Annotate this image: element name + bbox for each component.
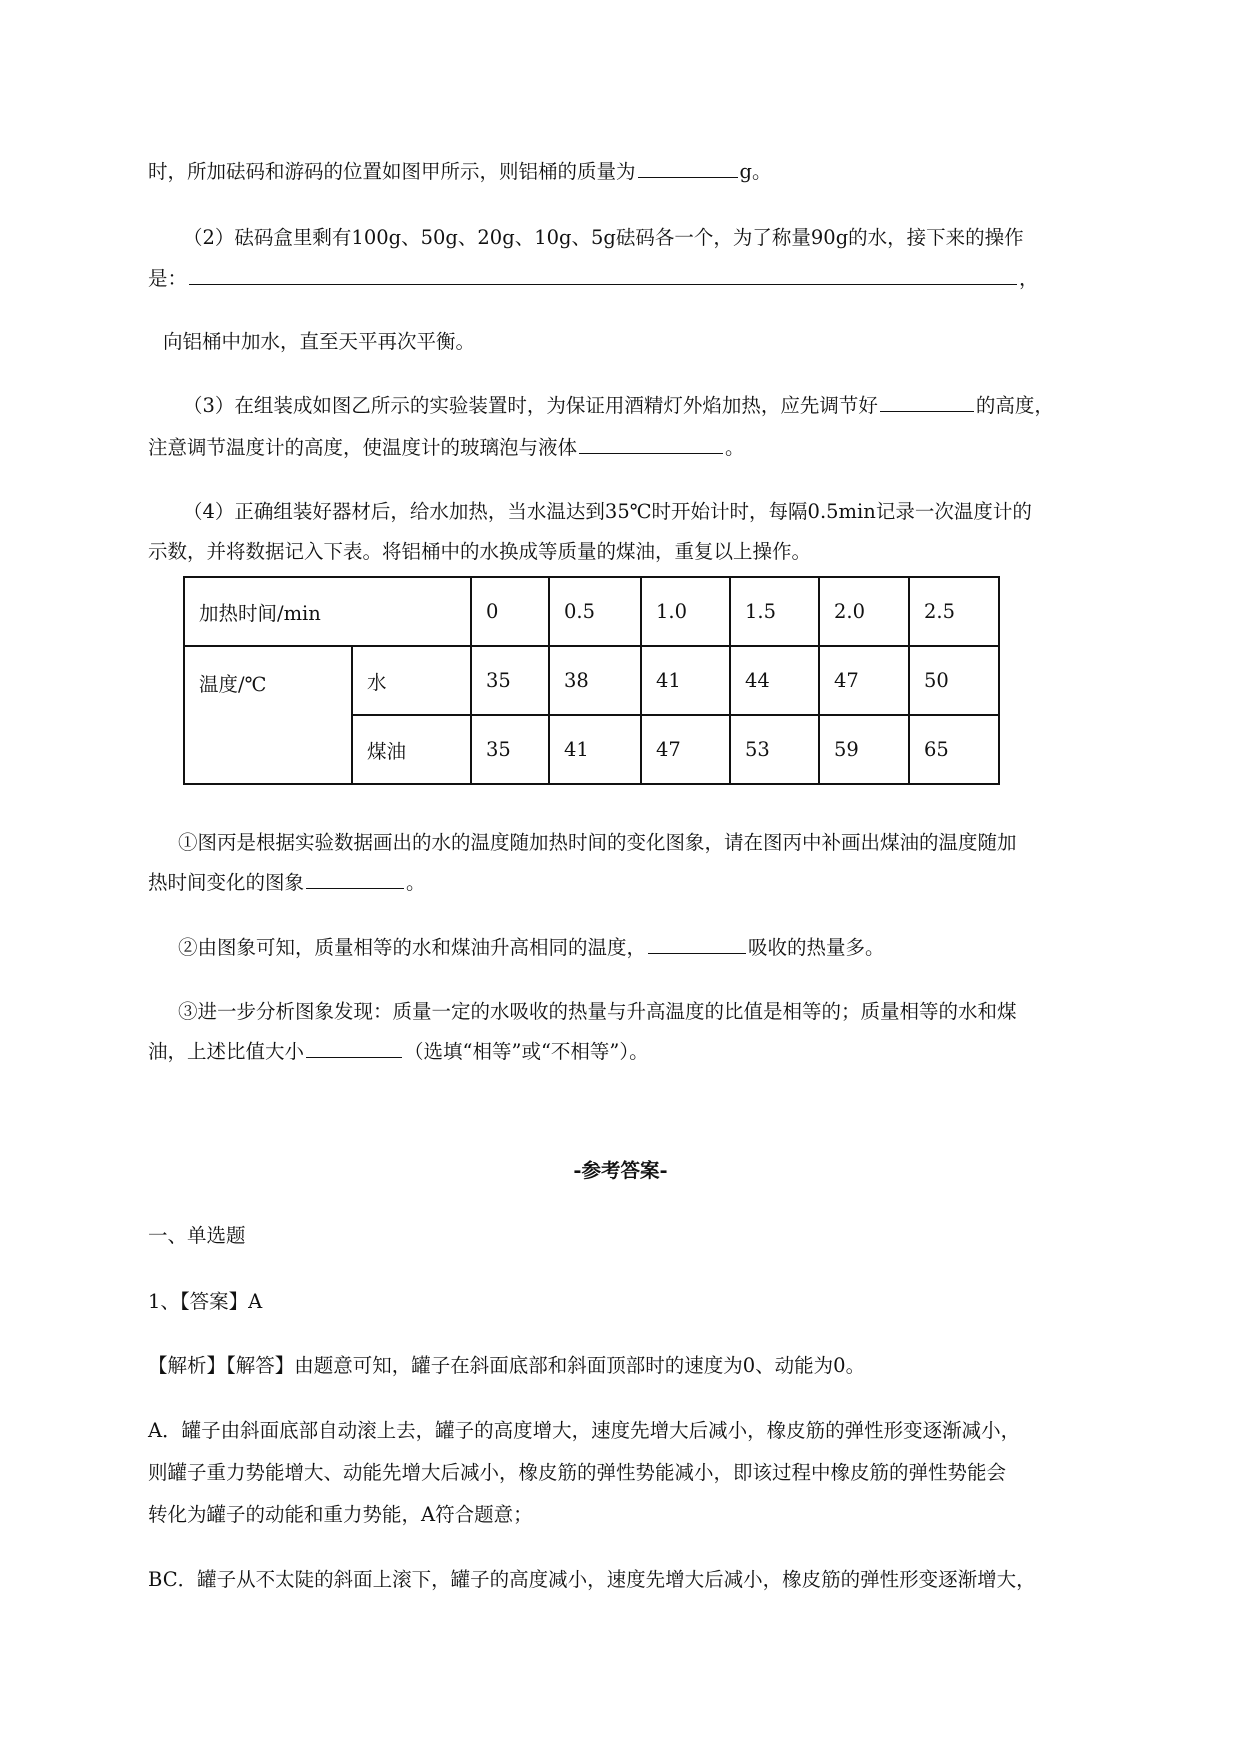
text: （4）正确组装好器材后，给水加热，当水温达到35℃时开始计时，每隔0.5min记录一次温度计的 bbox=[183, 500, 1032, 523]
table-cell: 1.5 bbox=[730, 577, 819, 646]
table-cell: 47 bbox=[819, 646, 909, 715]
question-line-11 bbox=[178, 934, 885, 962]
question-line-7 bbox=[183, 498, 1032, 526]
text: （3）在组装成如图乙所示的实验装置时，为保证用酒精灯外焰加热，应先调节好 bbox=[183, 394, 878, 417]
text: g。 bbox=[739, 160, 772, 183]
answer-blank[interactable] bbox=[638, 159, 738, 178]
text: （2）砝码盒里剩有100g、50g、20g、10g、5g砝码各一个，为了称量90g的水，接下来的操作 bbox=[183, 226, 1024, 249]
table-cell: 38 bbox=[549, 646, 641, 715]
table-row bbox=[184, 577, 999, 646]
table-cell: 53 bbox=[730, 715, 819, 784]
table-cell: 35 bbox=[471, 715, 549, 784]
section-heading: 一、单选题 bbox=[148, 1224, 246, 1247]
table-cell: 35 bbox=[471, 646, 549, 715]
table-cell: 1.0 bbox=[641, 577, 730, 646]
question-line-4 bbox=[163, 328, 475, 356]
data-table bbox=[183, 576, 1000, 785]
text: 。 bbox=[725, 436, 745, 459]
question-line-9 bbox=[178, 829, 1017, 857]
answer-blank[interactable] bbox=[880, 393, 974, 412]
table-cell: 41 bbox=[549, 715, 641, 784]
text: 示数，并将数据记入下表。将铝桶中的水换成等质量的煤油，重复以上操作。 bbox=[148, 540, 812, 563]
text: 。 bbox=[406, 871, 426, 894]
question-line-6 bbox=[148, 434, 745, 462]
question-line-13 bbox=[148, 1038, 649, 1066]
table-header-cell: 温度/℃ bbox=[184, 646, 352, 784]
question-line-3 bbox=[148, 265, 1039, 293]
analysis-bc-line-1: BC．罐子从不太陡的斜面上滚下，罐子的高度减小，速度先增大后减小，橡皮筋的弹性形变逐渐增大， bbox=[148, 1568, 1036, 1591]
question-line-12 bbox=[178, 998, 1017, 1026]
text: ， bbox=[1019, 267, 1039, 290]
text: 注意调节温度计的高度，使温度计的玻璃泡与液体 bbox=[148, 436, 578, 459]
text: 向铝桶中加水，直至天平再次平衡。 bbox=[163, 330, 476, 353]
table-header-cell: 水 bbox=[352, 646, 471, 715]
text: 吸收的热量多。 bbox=[748, 936, 885, 959]
table-header-cell: 加热时间/min bbox=[184, 577, 471, 646]
table-cell: 0 bbox=[471, 577, 549, 646]
question-line-10 bbox=[148, 869, 426, 897]
answers-title: -参考答案- bbox=[573, 1159, 668, 1182]
analysis-a-line-2: 则罐子重力势能增大、动能先增大后减小，橡皮筋的弹性势能减小，即该过程中橡皮筋的弹性势能会 bbox=[148, 1461, 1007, 1484]
table-cell: 44 bbox=[730, 646, 819, 715]
question-line-2 bbox=[183, 224, 1024, 252]
table-cell: 41 bbox=[641, 646, 730, 715]
table-cell: 2.5 bbox=[909, 577, 999, 646]
analysis-line: 【解析】【解答】由题意可知，罐子在斜面底部和斜面顶部时的速度为0、动能为0。 bbox=[148, 1354, 866, 1377]
table-cell: 50 bbox=[909, 646, 999, 715]
question-line-8 bbox=[148, 538, 811, 566]
table-cell: 47 bbox=[641, 715, 730, 784]
text: 的高度， bbox=[975, 394, 1054, 417]
text: 是： bbox=[148, 267, 188, 290]
answer-blank[interactable] bbox=[306, 1039, 402, 1058]
answer-blank[interactable] bbox=[648, 935, 746, 954]
answer-q1: 1、【答案】A bbox=[148, 1290, 263, 1313]
table-cell: 65 bbox=[909, 715, 999, 784]
analysis-a-line-1: A．罐子由斜面底部自动滚上去，罐子的高度增大，速度先增大后减小，橡皮筋的弹性形变逐渐减小， bbox=[148, 1419, 1021, 1442]
table-cell: 59 bbox=[819, 715, 909, 784]
text: ①图丙是根据实验数据画出的水的温度随加热时间的变化图象，请在图丙中补画出煤油的温度随加 bbox=[178, 831, 1017, 854]
text: 时，所加砝码和游码的位置如图甲所示，则铝桶的质量为 bbox=[148, 160, 636, 183]
text: （选填“相等”或“不相等”）。 bbox=[404, 1040, 649, 1063]
text: 热时间变化的图象 bbox=[148, 871, 305, 894]
text: 油，上述比值大小 bbox=[148, 1040, 305, 1063]
question-line-5 bbox=[183, 392, 1054, 420]
answer-blank[interactable] bbox=[579, 435, 723, 454]
table-header-cell: 煤油 bbox=[352, 715, 471, 784]
table-cell: 2.0 bbox=[819, 577, 909, 646]
question-line-1 bbox=[148, 158, 772, 186]
answer-blank[interactable] bbox=[306, 870, 404, 889]
text: ②由图象可知，质量相等的水和煤油升高相同的温度， bbox=[178, 936, 647, 959]
analysis-a-line-3: 转化为罐子的动能和重力势能，A符合题意； bbox=[148, 1503, 533, 1526]
text: ③进一步分析图象发现：质量一定的水吸收的热量与升高温度的比值是相等的；质量相等的水和煤 bbox=[178, 1000, 1017, 1023]
table-row bbox=[184, 646, 999, 715]
table-cell: 0.5 bbox=[549, 577, 641, 646]
answer-blank[interactable] bbox=[189, 266, 1017, 285]
